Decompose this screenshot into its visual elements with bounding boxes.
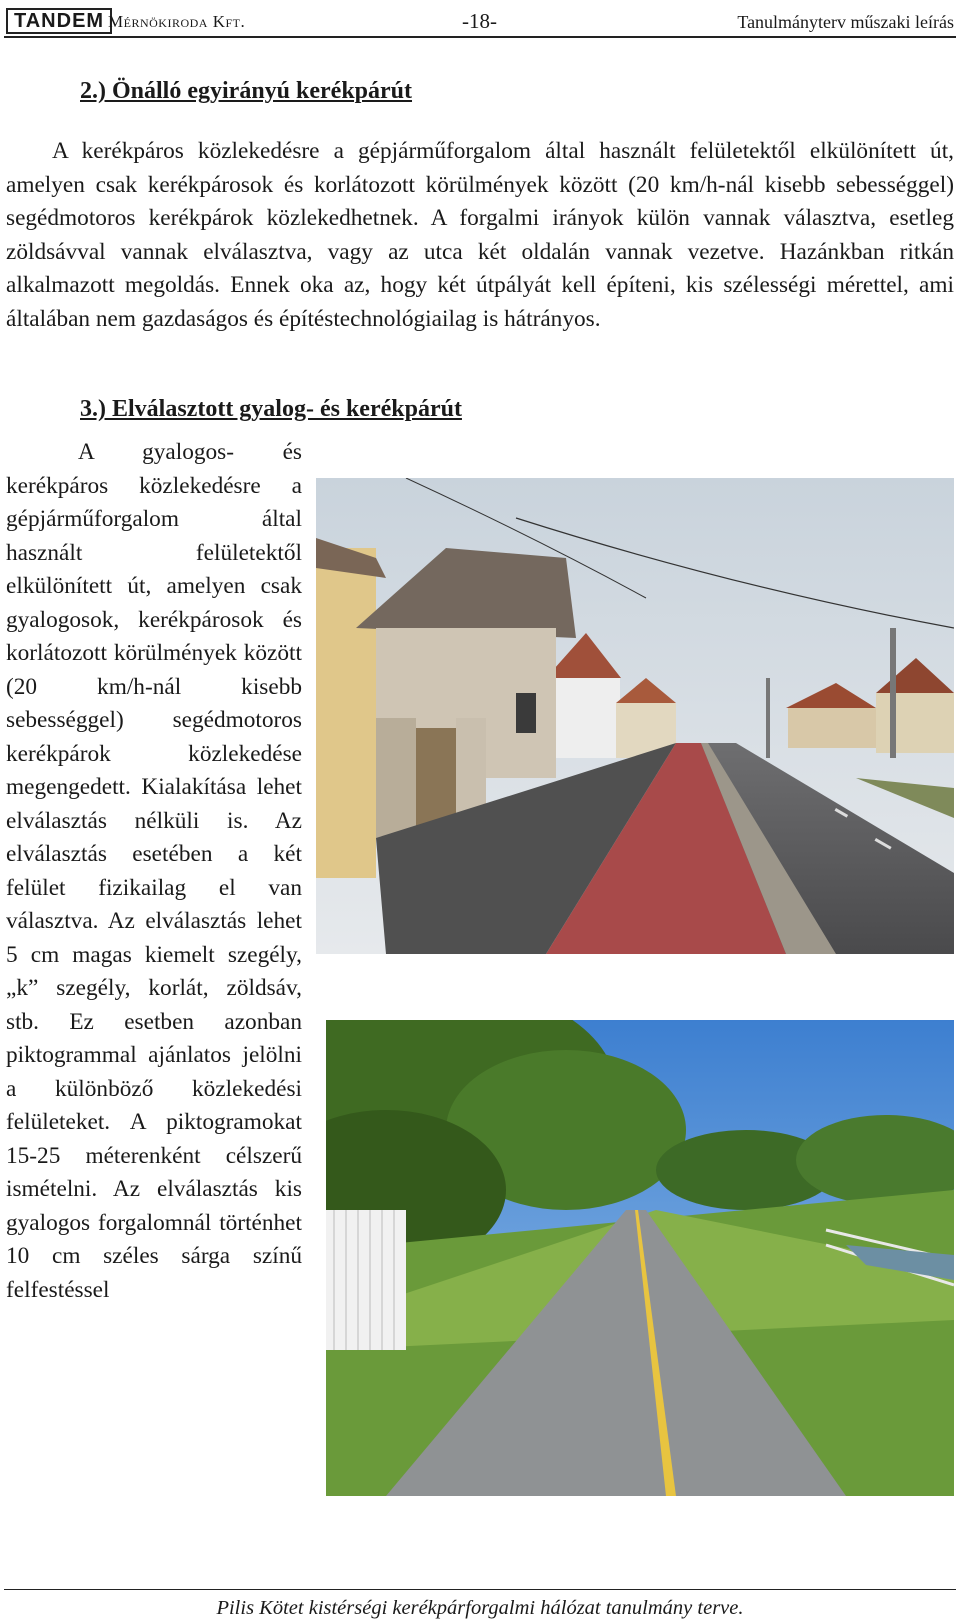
village-street-photo [316, 478, 954, 954]
document-title: Tanulmányterv műszaki leírás [737, 12, 954, 32]
page-number: -18- [462, 9, 497, 33]
page-footer: Pilis Kötet kistérségi kerékpárforgalmi hálózat tanulmány terve. [4, 1589, 956, 1620]
section-2-heading: 2.) Önálló egyirányú kerékpárút [80, 78, 413, 104]
section-3-heading: 3.) Elválasztott gyalog- és kerékpárút [80, 396, 462, 422]
section-3-paragraph: A gyalogos- és kerékpáros közlekedésre a gépjárműforgalom által használt felületektől elkülönített út, amelyen csak gyalogosok, kerékpárosok és korlátozott körülmények között (20 km/h-nál kisebb sebességgel) segédmotoros kerékpárok közlekedése megengedett. Kialakítása lehet elválasztás nélküli is. Az elválasztás esetében a két felület fizikailag el van választva. Az elválasztás lehet 5 cm magas kiemelt szegély, „k” szegély, korlát, zöldsáv, stb. Ez esetben azonban piktogrammal ajánlatos jelölni a különböző közlekedési felületeket. A piktogramokat 15-25 méterenként célszerű ismételni. Az elválasztás kis gyalogos forgalomnál történhet 10 cm széles sárga színű felfestéssel [6, 439, 302, 1303]
section-2-paragraph: A kerékpáros közlekedésre a gépjárműforgalom által használt felületektől elkülönített út, amelyen csak kerékpárosok és korlátozott körülmények között (20 km/h-nál kisebb sebességgel) segédmotoros kerékpárok közlekedhetnek. A forgalmi irányok külön vannak választva, esetleg zöldsávval vannak elválasztva, vagy az utca két oldalán vannak vezetve. Hazánkban ritkán alkalmazott megoldás. Ennek oka az, hogy két útpályát kell építeni, kis szélességi mérettel, ami általában nem gazdaságos és építéstechnológiailag is hátrányos. [6, 138, 954, 332]
park-bike-path-photo [326, 1020, 954, 1496]
firm-name: Mérnökiroda Kft. [108, 12, 246, 31]
page-header [4, 6, 956, 38]
tandem-logo: TANDEM [6, 8, 112, 34]
